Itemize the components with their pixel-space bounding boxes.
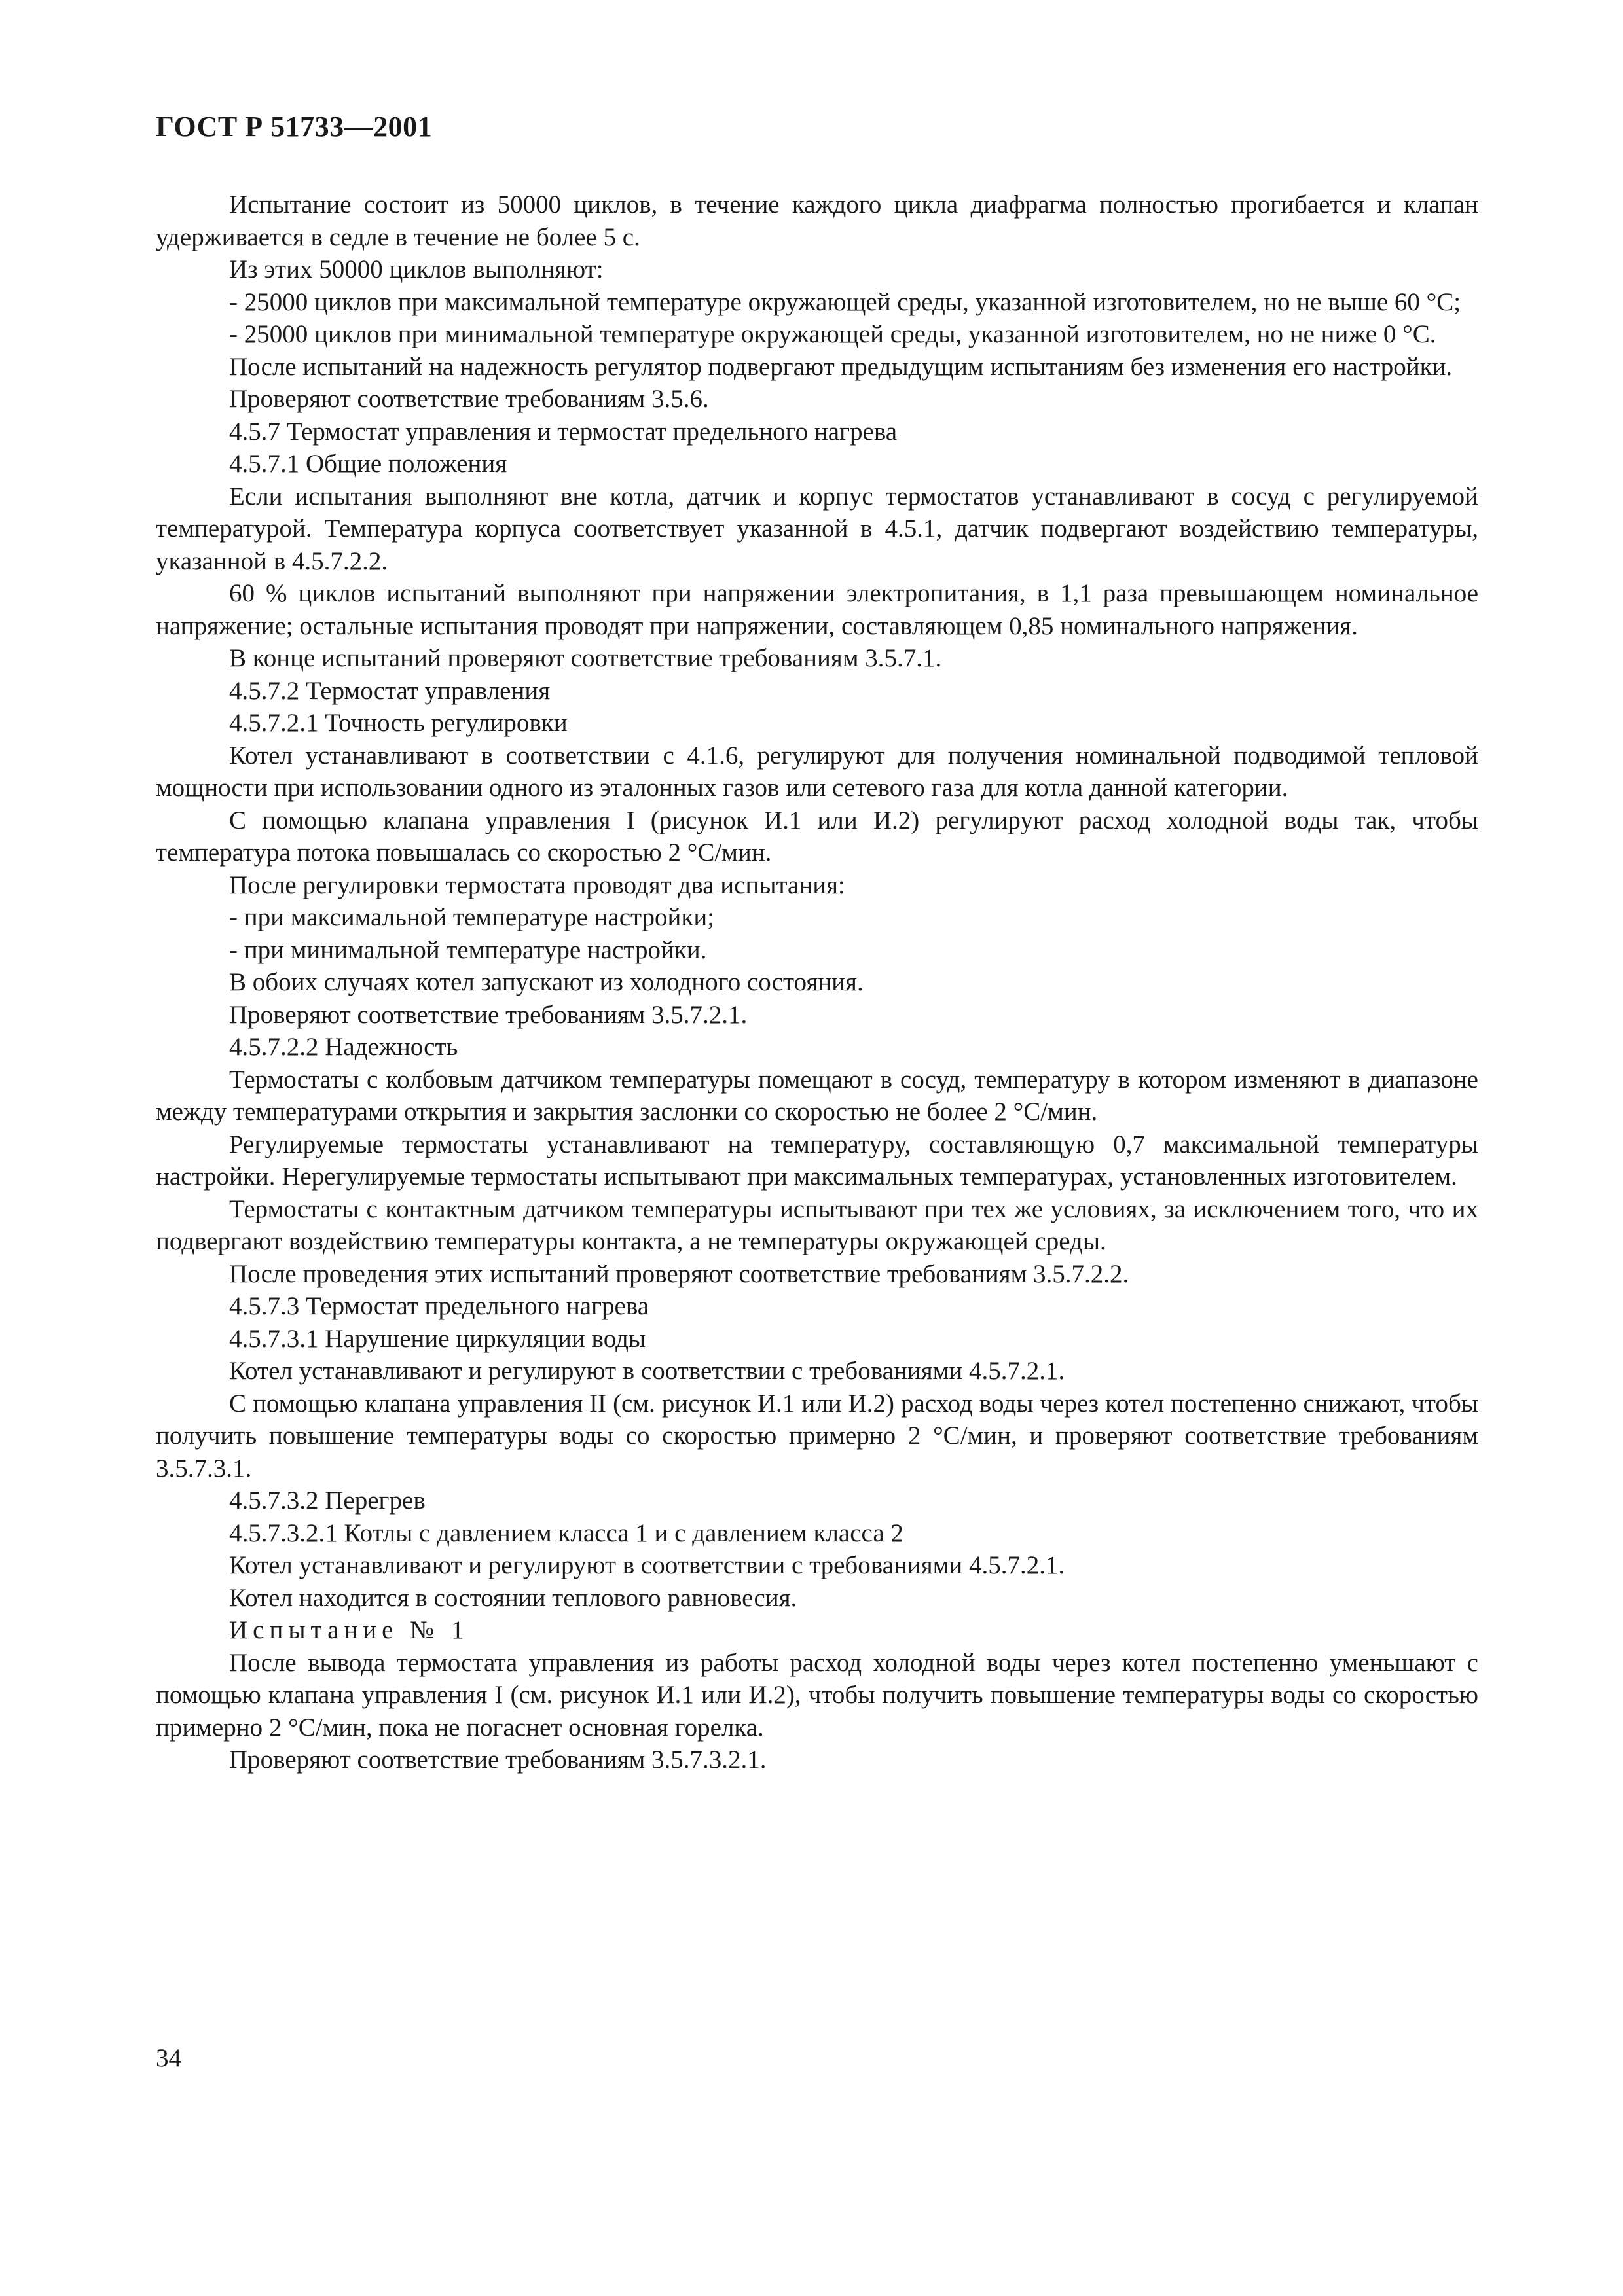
paragraph: Если испытания выполняют вне котла, датчик и корпус термостатов устанавливают в сосуд с регулируемой температурой. Температура корпуса соответствует указанной в 4.5.1, датчик подвергают воздействию температуры, указанной в 4.5.7.2.2. [156,482,1478,575]
paragraph: Котел устанавливают и регулируют в соответствии с требованиями 4.5.7.2.1. [229,1357,1065,1385]
section-heading: 4.5.7.2.2 Надежность [229,1033,458,1061]
test-title: Испытание № 1 [229,1616,469,1644]
list-item: - при минимальной температуре настройки. [229,935,707,964]
paragraph: Термостаты с колбовым датчиком температуры помещают в сосуд, температуру в котором изменяют в диапазоне между температурами открытия и закрытия заслонки со скоростью не более 2 °С/мин. [156,1065,1478,1126]
paragraph: После проведения этих испытаний проверяют соответствие требованиям 3.5.7.2.2. [229,1259,1129,1288]
section-heading: 4.5.7.3.2.1 Котлы с давлением класса 1 и с давлением класса 2 [229,1518,903,1547]
paragraph: С помощью клапана управления I (рисунок И.1 или И.2) регулируют расход холодной воды так, чтобы температура потока повышалась со скоростью 2 °С/мин. [156,806,1478,867]
paragraph: Проверяют соответствие требованиям 3.5.6. [229,385,709,413]
page-number: 34 [156,2044,181,2072]
paragraph: Проверяют соответствие требованиям 3.5.7.3.2.1. [229,1746,767,1774]
section-heading: 4.5.7.1 Общие положения [229,450,507,478]
paragraph: Термостаты с контактным датчиком температуры испытывают при тех же условиях, за исключением того, что их подвергают воздействию температуры контакта, а не температуры окружающей среды. [156,1194,1478,1255]
paragraph: Котел устанавливают и регулируют в соответствии с требованиями 4.5.7.2.1. [229,1551,1065,1579]
list-item: - 25000 циклов при максимальной температуре окружающей среды, указанной изготовителем, но не выше 60 °С; [229,287,1461,316]
paragraph: Котел устанавливают в соответствии с 4.1.6, регулируют для получения номинальной подводимой тепловой мощности при использовании одного из эталонных газов или сетевого газа для котла данной категории. [156,741,1478,802]
paragraph: С помощью клапана управления II (см. рисунок И.1 или И.2) расход воды через котел постепенно снижают, чтобы получить повышение температуры воды со скоростью примерно 2 °С/мин, и проверяют соответствие требованиям 3.5.7.3.1. [156,1389,1478,1482]
paragraph: Котел находится в состоянии теплового равновесия. [229,1583,797,1612]
list-item: - 25000 циклов при минимальной температуре окружающей среды, указанной изготовителем, но не ниже 0 °С. [229,320,1436,348]
paragraph: В конце испытаний проверяют соответствие требованиям 3.5.7.1. [229,644,942,672]
section-heading: 4.5.7.3 Термостат предельного нагрева [229,1292,649,1320]
paragraph: После испытаний на надежность регулятор подвергают предыдущим испытаниям без изменения его настройки. [229,352,1453,381]
paragraph: 60 % циклов испытаний выполняют при напряжении электропитания, в 1,1 раза превышающем номинальное напряжение; остальные испытания проводят при напряжении, составляющем 0,85 номинального напряжения. [156,579,1478,640]
paragraph: После регулировки термостата проводят два испытания: [229,870,845,899]
document-body [156,188,1478,1776]
section-heading: 4.5.7.2 Термостат управления [229,676,551,705]
paragraph: Проверяют соответствие требованиям 3.5.7.2.1. [229,1000,748,1029]
section-heading: 4.5.7.2.1 Точность регулировки [229,709,568,737]
paragraph: В обоих случаях котел запускают из холодного состояния. [229,968,864,996]
section-heading: 4.5.7.3.2 Перегрев [229,1486,426,1515]
paragraph: Из этих 50000 циклов выполняют: [229,255,604,283]
paragraph: После вывода термостата управления из работы расход холодной воды через котел постепенно уменьшают с помощью клапана управления I (см. рисунок И.1 или И.2), чтобы получить повышение температуры воды со скоростью примерно 2 °С/мин, пока не погаснет основная горелка. [156,1648,1478,1742]
list-item: - при максимальной температуре настройки; [229,903,715,931]
standard-header: ГОСТ Р 51733—2001 [156,111,433,143]
paragraph: Регулируемые термостаты устанавливают на температуру, составляющую 0,7 максимальной температуры настройки. Нерегулируемые термостаты испытывают при максимальных температурах, установленных изготовителем. [156,1130,1478,1191]
paragraph: Испытание состоит из 50000 циклов, в течение каждого цикла диафрагма полностью прогибается и клапан удерживается в седле в течение не более 5 с. [156,190,1478,251]
section-heading: 4.5.7 Термостат управления и термостат предельного нагрева [229,417,898,446]
section-heading: 4.5.7.3.1 Нарушение циркуляции воды [229,1324,646,1353]
